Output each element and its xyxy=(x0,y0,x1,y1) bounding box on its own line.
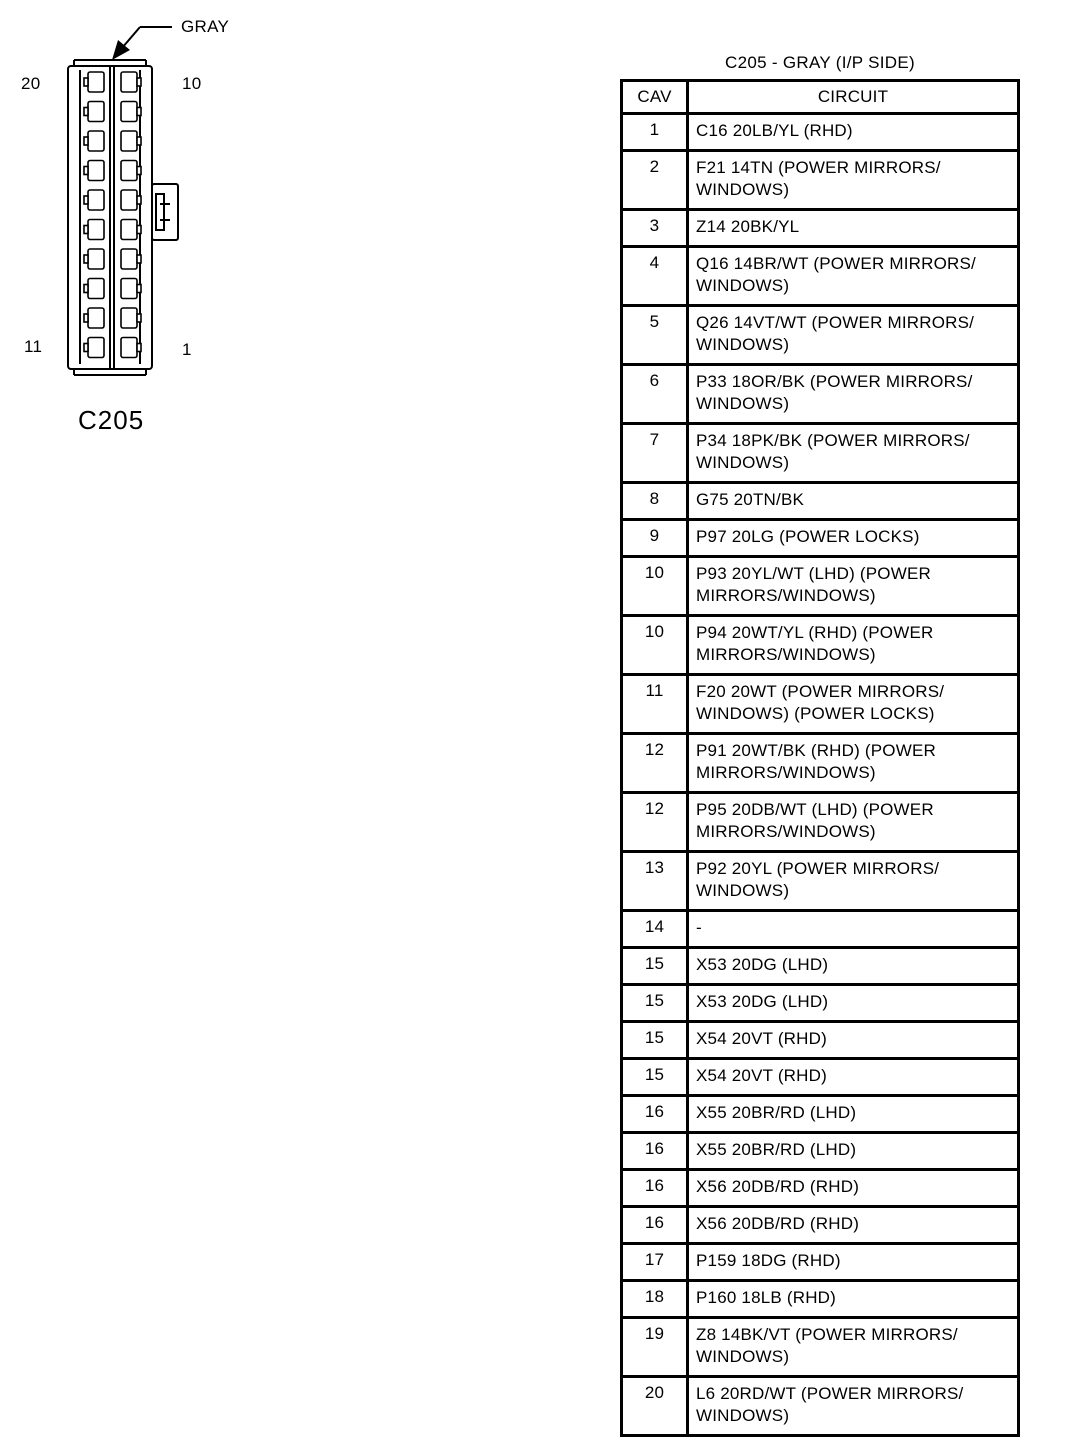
connector-cavity xyxy=(88,220,104,240)
circuit-cell: P160 18LB (RHD) xyxy=(688,1281,1019,1318)
cav-cell: 7 xyxy=(622,424,688,483)
connector-cavity xyxy=(121,102,137,122)
table-row xyxy=(622,1133,1019,1170)
cavity-latch-tab xyxy=(137,226,141,234)
cavity-latch-tab xyxy=(137,314,141,322)
circuit-cell: P95 20DB/WT (LHD) (POWER MIRRORS/WINDOWS) xyxy=(688,793,1019,852)
cav-cell: 12 xyxy=(622,793,688,852)
pin-label-1: 1 xyxy=(182,340,192,359)
circuit-cell: X56 20DB/RD (RHD) xyxy=(688,1207,1019,1244)
cav-cell: 15 xyxy=(622,1022,688,1059)
table-row xyxy=(622,151,1019,210)
cavity-latch-tab xyxy=(84,167,88,175)
circuit-cell: P91 20WT/BK (RHD) (POWER MIRRORS/WINDOWS) xyxy=(688,734,1019,793)
connector-cavity xyxy=(121,249,137,269)
header-circuit: CIRCUIT xyxy=(688,81,1019,114)
cav-cell: 10 xyxy=(622,557,688,616)
cav-cell: 12 xyxy=(622,734,688,793)
connector-diagram xyxy=(0,0,260,440)
circuit-cell: Z14 20BK/YL xyxy=(688,210,1019,247)
connector-cavity xyxy=(88,102,104,122)
cavity-latch-tab xyxy=(84,78,88,86)
table-row xyxy=(622,675,1019,734)
connector-cavity xyxy=(121,161,137,181)
cav-cell: 14 xyxy=(622,911,688,948)
cav-cell: 3 xyxy=(622,210,688,247)
circuit-cell: Q16 14BR/WT (POWER MIRRORS/ WINDOWS) xyxy=(688,247,1019,306)
cav-cell: 17 xyxy=(622,1244,688,1281)
connector-cavity xyxy=(88,249,104,269)
header-cav: CAV xyxy=(622,81,688,114)
table-row xyxy=(622,1207,1019,1244)
table-row xyxy=(622,1022,1019,1059)
table-row xyxy=(622,734,1019,793)
circuit-cell: P93 20YL/WT (LHD) (POWER MIRRORS/WINDOWS) xyxy=(688,557,1019,616)
cavity-latch-tab xyxy=(84,314,88,322)
table-header-row xyxy=(622,81,1019,114)
circuit-cell: - xyxy=(688,911,1019,948)
pin-label-11: 11 xyxy=(24,337,43,356)
table-row xyxy=(622,911,1019,948)
table-row xyxy=(622,793,1019,852)
pin-label-10: 10 xyxy=(182,74,202,93)
cav-cell: 15 xyxy=(622,1059,688,1096)
circuit-cell: L6 20RD/WT (POWER MIRRORS/ WINDOWS) xyxy=(688,1377,1019,1436)
cav-cell: 16 xyxy=(622,1207,688,1244)
cav-cell: 16 xyxy=(622,1133,688,1170)
table-row xyxy=(622,247,1019,306)
table-row xyxy=(622,306,1019,365)
table-row xyxy=(622,852,1019,911)
table-row xyxy=(622,948,1019,985)
cav-cell: 2 xyxy=(622,151,688,210)
table-row xyxy=(622,114,1019,151)
connector-cavity xyxy=(88,131,104,151)
connector-cavity xyxy=(88,338,104,358)
circuit-cell: P92 20YL (POWER MIRRORS/ WINDOWS) xyxy=(688,852,1019,911)
table-row xyxy=(622,616,1019,675)
connector-name: C205 xyxy=(78,405,145,435)
cav-cell: 19 xyxy=(622,1318,688,1377)
cav-cell: 13 xyxy=(622,852,688,911)
cavity-latch-tab xyxy=(84,285,88,293)
connector-cavity xyxy=(88,190,104,210)
cavity-latch-tab xyxy=(84,344,88,352)
circuit-cell: X54 20VT (RHD) xyxy=(688,1059,1019,1096)
circuit-cell: F21 14TN (POWER MIRRORS/ WINDOWS) xyxy=(688,151,1019,210)
connector-cavity xyxy=(88,161,104,181)
cavity-latch-tab xyxy=(137,255,141,263)
cavity-latch-tab xyxy=(84,108,88,116)
table-row xyxy=(622,520,1019,557)
connector-cavity xyxy=(121,131,137,151)
table-row xyxy=(622,1096,1019,1133)
cavity-latch-tab xyxy=(137,137,141,145)
cav-cell: 5 xyxy=(622,306,688,365)
circuit-cell: X53 20DG (LHD) xyxy=(688,948,1019,985)
cav-cell: 8 xyxy=(622,483,688,520)
table-row xyxy=(622,557,1019,616)
circuit-cell: P34 18PK/BK (POWER MIRRORS/ WINDOWS) xyxy=(688,424,1019,483)
circuit-cell: F20 20WT (POWER MIRRORS/ WINDOWS) (POWER LOCKS) xyxy=(688,675,1019,734)
cavity-latch-tab xyxy=(137,285,141,293)
cavity-latch-tab xyxy=(84,255,88,263)
cavity-latch-tab xyxy=(137,78,141,86)
cav-cell: 6 xyxy=(622,365,688,424)
table-row xyxy=(622,1244,1019,1281)
table-row xyxy=(622,1377,1019,1436)
circuit-cell: P97 20LG (POWER LOCKS) xyxy=(688,520,1019,557)
connector-cavity xyxy=(88,279,104,299)
connector-cavity xyxy=(121,72,137,92)
table-title: C205 - GRAY (I/P SIDE) xyxy=(725,53,915,72)
table-row xyxy=(622,1059,1019,1096)
table-row xyxy=(622,1318,1019,1377)
circuit-cell: X53 20DG (LHD) xyxy=(688,985,1019,1022)
table-row xyxy=(622,424,1019,483)
cavity-latch-tab xyxy=(137,196,141,204)
connector-cavity xyxy=(121,338,137,358)
cavity-latch-tab xyxy=(84,226,88,234)
table-row xyxy=(622,1170,1019,1207)
circuit-cell: X54 20VT (RHD) xyxy=(688,1022,1019,1059)
cav-cell: 18 xyxy=(622,1281,688,1318)
pin-label-20: 20 xyxy=(21,74,41,93)
cav-cell: 15 xyxy=(622,985,688,1022)
cav-cell: 20 xyxy=(622,1377,688,1436)
circuit-cell: P94 20WT/YL (RHD) (POWER MIRRORS/WINDOWS) xyxy=(688,616,1019,675)
circuit-cell: X56 20DB/RD (RHD) xyxy=(688,1170,1019,1207)
circuit-cell: X55 20BR/RD (LHD) xyxy=(688,1096,1019,1133)
table-row xyxy=(622,210,1019,247)
circuit-cell: P159 18DG (RHD) xyxy=(688,1244,1019,1281)
cavity-latch-tab xyxy=(84,196,88,204)
circuit-cell: P33 18OR/BK (POWER MIRRORS/ WINDOWS) xyxy=(688,365,1019,424)
cav-cell: 1 xyxy=(622,114,688,151)
cavity-latch-tab xyxy=(137,108,141,116)
cav-cell: 16 xyxy=(622,1096,688,1133)
connector-cavity xyxy=(121,220,137,240)
connector-cavity xyxy=(88,72,104,92)
connector-cavity xyxy=(88,308,104,328)
circuit-cell: Q26 14VT/WT (POWER MIRRORS/ WINDOWS) xyxy=(688,306,1019,365)
circuit-cell: C16 20LB/YL (RHD) xyxy=(688,114,1019,151)
callout-label-gray: GRAY xyxy=(181,17,230,36)
cav-cell: 9 xyxy=(622,520,688,557)
connector-cavity xyxy=(121,190,137,210)
connector-cavity xyxy=(121,308,137,328)
cavity-latch-tab xyxy=(137,167,141,175)
pinout-table xyxy=(620,79,1020,1437)
cavity-latch-tab xyxy=(84,137,88,145)
table-row xyxy=(622,365,1019,424)
table-row xyxy=(622,483,1019,520)
table-row xyxy=(622,1281,1019,1318)
table-row xyxy=(622,985,1019,1022)
circuit-cell: X55 20BR/RD (LHD) xyxy=(688,1133,1019,1170)
circuit-cell: G75 20TN/BK xyxy=(688,483,1019,520)
connector-cavity xyxy=(121,279,137,299)
cav-cell: 10 xyxy=(622,616,688,675)
cav-cell: 16 xyxy=(622,1170,688,1207)
cavity-latch-tab xyxy=(137,344,141,352)
cav-cell: 15 xyxy=(622,948,688,985)
cav-cell: 4 xyxy=(622,247,688,306)
circuit-cell: Z8 14BK/VT (POWER MIRRORS/ WINDOWS) xyxy=(688,1318,1019,1377)
cav-cell: 11 xyxy=(622,675,688,734)
